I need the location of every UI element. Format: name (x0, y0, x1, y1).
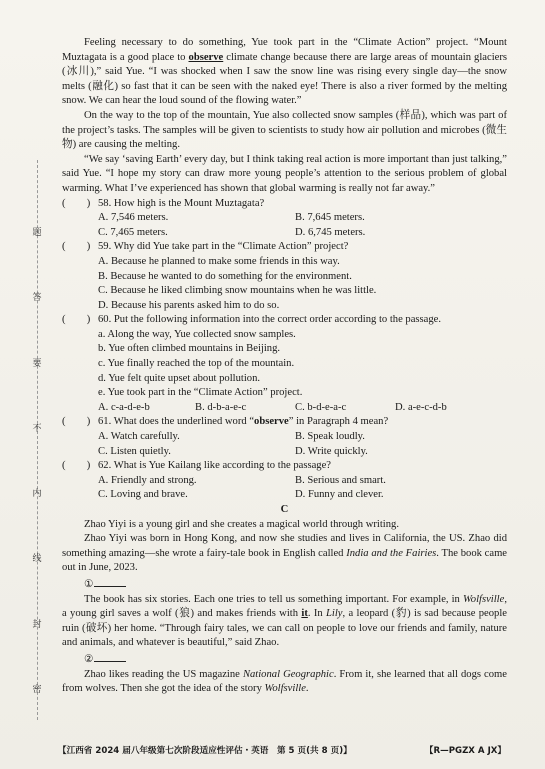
section-heading-c: C (280, 504, 289, 515)
option-c: C. Listen quietly. (98, 445, 171, 457)
answer-blank[interactable]: ( ) (62, 460, 91, 472)
passage-b-paragraph-1: Feeling necessary to do something, Yue took part in the “Climate Action” project. “Mount Muztagata is a good place to observe climate change because there are large areas of mountain glaciers (冰川),” said Yue. “I was shocked when I saw the snow line was rising every single day—the snow melts (融化) so fast that it can be seen with the naked eye! There is also a river formed by the melting snow. We can hear the loud sound of the flowing water.” (62, 37, 507, 107)
margin-char: 答 (32, 293, 42, 304)
question-60 (62, 313, 507, 415)
option-c: C. 7,465 meters. (98, 226, 168, 238)
blank-line[interactable] (94, 651, 126, 662)
passage-c-paragraph-1: Zhao Yiyi is a young girl and she creates a magical world through writing. (84, 518, 399, 530)
order-item: d. Yue felt quite upset about pollution. (98, 372, 261, 384)
underlined-word: observe (188, 51, 224, 63)
margin-char: 要 (32, 358, 42, 369)
passage-b-paragraph-3: “We say ‘saving Earth’ every day, but I think taking real action is more important than just talking,” said Yue. “I hope my story can draw more young people’s attention to the serious problem of global warming. What I’ve experienced has shown that global warming is really not far away.” (62, 153, 507, 194)
option-b: B. Serious and smart. (295, 474, 386, 486)
option-c: C. Loving and brave. (98, 489, 188, 501)
option-a: A. Watch carefully. (98, 431, 180, 443)
question-62 (62, 459, 507, 503)
option-c: C. b-d-e-a-c (295, 401, 347, 413)
passage-b-paragraph-2: On the way to the top of the mountain, Yue also collected snow samples (样品), which was part of the project’s tasks. The samples will be given to scientists to study how air pollution and microbes (微生物) are causing the melting. (62, 109, 507, 151)
order-item: c. Yue finally reached the top of the mountain. (98, 358, 295, 370)
margin-char: 内 (32, 489, 42, 500)
margin-char: 不 (32, 423, 42, 434)
answer-blank[interactable]: ( ) (62, 314, 91, 326)
passage-c-paragraph-3: The book has six stories. Each one tries to tell us something important. For example, in Wolfsville, a young girl saves a wolf (狼) and makes friends with it. In Lily, a leopard (豹) is sad because people ruin (破坏) her home. “Through fairy tales, we can call on people to love our friends and family, nature and animals, and whatever is beautiful,” said Zhao. (62, 593, 507, 649)
option-d: D. a-e-c-d-b (395, 401, 447, 413)
option-d: D. Write quickly. (295, 445, 368, 457)
option-d: D. Because his parents asked him to do so. (98, 299, 280, 311)
option-d: D. Funny and clever. (295, 489, 384, 501)
passage-c-paragraph-2: Zhao Yiyi was born in Hong Kong, and now she studies and lives in California, the US. Zhao did something amazing—she wrote a fairy-tale book in English called India and the Fairies. The book came out in June, 2023. (62, 533, 508, 574)
question-stem: 62. What is Yue Kailang like according to the passage? (98, 460, 331, 472)
option-a: A. Because he planned to make some friends in this way. (98, 255, 340, 267)
question-stem: 59. Why did Yue take part in the “Climate Action” project? (98, 241, 349, 253)
option-d: D. 6,745 meters. (295, 226, 366, 238)
margin-char: 封 (32, 619, 42, 630)
question-stem: 58. How high is the Mount Muztagata? (98, 197, 265, 209)
question-61 (62, 415, 507, 459)
answer-blank[interactable]: ( ) (62, 416, 91, 428)
footer-code: 【R—PGZX A JX】 (424, 746, 506, 756)
question-59 (62, 240, 507, 313)
page-footer (58, 744, 506, 756)
answer-blank[interactable]: ( ) (62, 241, 91, 253)
option-a: A. 7,546 meters. (98, 212, 169, 224)
answer-blank[interactable]: ( ) (62, 197, 91, 209)
page-content (62, 36, 507, 697)
option-a: A. Friendly and strong. (98, 474, 197, 486)
margin-char: 线 (32, 554, 42, 565)
passage-c-paragraph-4: Zhao likes reading the US magazine National Geographic. From it, she learned that all dogs come from wolves. Then she got the idea of the story Wolfsville. (62, 668, 507, 695)
underlined-word: it (301, 608, 308, 620)
option-b: B. Speak loudly. (295, 431, 365, 443)
footer-exam-info: 【江西省 2024 届八年级第七次阶段适应性评估・英语 第 5 页(共 8 页)】 (58, 746, 352, 756)
question-stem: 60. Put the following information into the correct order according to the passage. (98, 314, 442, 326)
option-b: B. d-b-a-e-c (195, 401, 247, 413)
margin-char: 题 (32, 228, 42, 238)
order-item: b. Yue often climbed mountains in Beijing. (98, 343, 281, 355)
blank-line[interactable] (94, 576, 126, 587)
option-a: A. c-a-d-e-b (98, 401, 150, 413)
option-b: B. 7,645 meters. (295, 212, 365, 224)
margin-char: 密 (32, 684, 42, 695)
fill-blank-2: ② (62, 651, 507, 668)
question-58 (62, 197, 507, 241)
question-stem: 61. What does the underlined word “observe” in Paragraph 4 mean? (98, 416, 389, 428)
seal-margin (30, 225, 44, 695)
order-item: a. Along the way, Yue collected snow samples. (98, 328, 296, 340)
option-b: B. Because he wanted to do something for the environment. (98, 270, 352, 282)
order-item: e. Yue took part in the “Climate Action” project. (98, 387, 303, 399)
fill-blank-1: ① (62, 576, 507, 593)
option-c: C. Because he liked climbing snow mountains when he was little. (98, 285, 377, 297)
